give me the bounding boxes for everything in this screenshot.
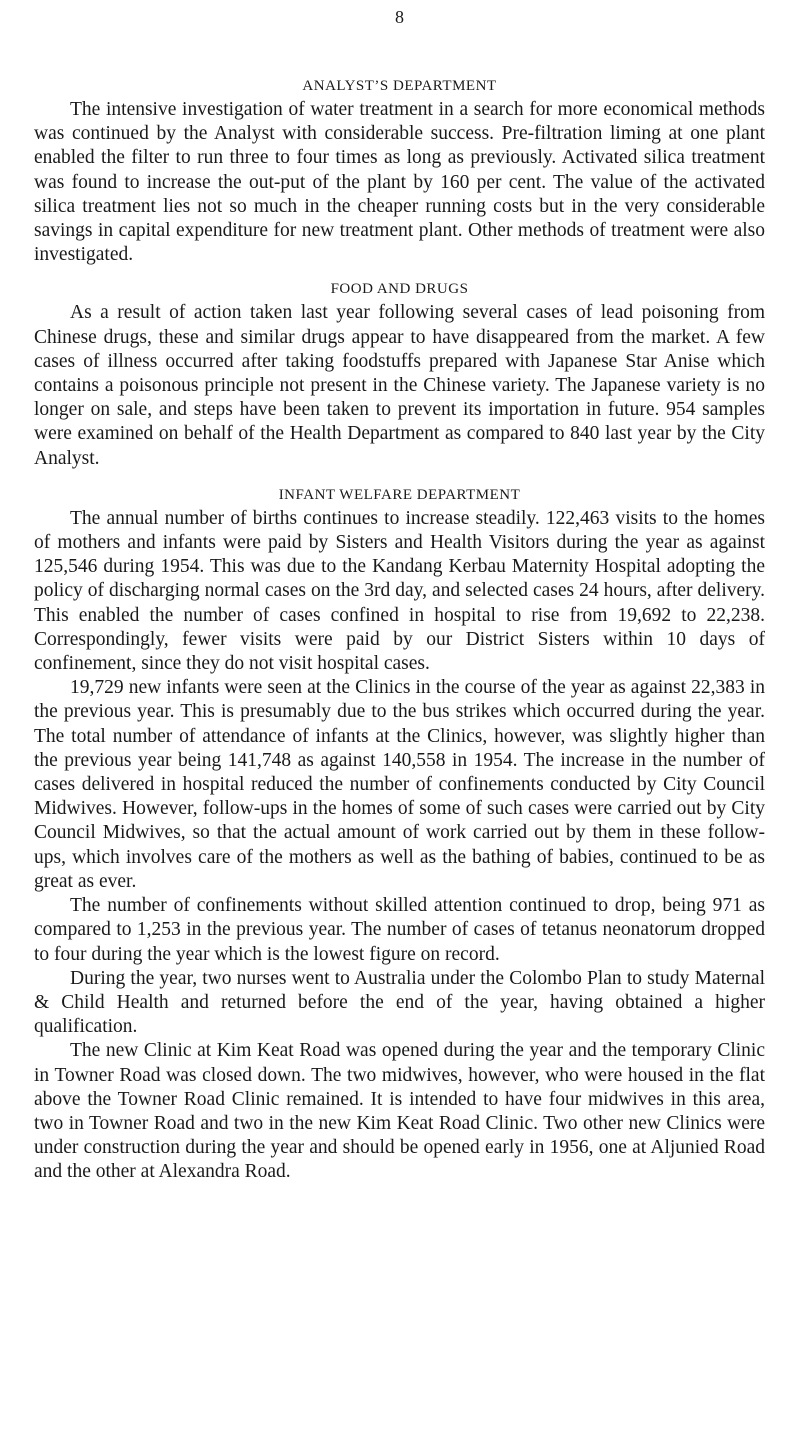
section-infant-welfare <box>34 483 765 1185</box>
paragraph-confinements: The number of confinements without skilled attention continued to drop, being 971 as compared to 1,253 in the previous year. The number of cases of tetanus neonatorum dropped to four during the year which is the lowest figure on record. <box>34 895 765 965</box>
paragraph-nurses-australia: During the year, two nurses went to Australia under the Colombo Plan to study Maternal & Child Health and returned before the end of the year, having obtained a higher qualification. <box>34 967 765 1038</box>
document-page <box>34 6 765 1185</box>
paragraph-new-infants: 19,729 new infants were seen at the Clinics in the course of the year as against 22,383 in the previous year. This is presumably due to the bus strikes which occurred during the year. The total number of attendance of infants at the Clinics, however, was slightly higher than the previous year being 141,748 as against 140,558 in 1954. The increase in the number of cases delivered in hospital reduced the number of confinements conducted by City Council Midwives. However, follow-ups in the homes of some of such cases were carried out by City Council Midwives, so that the actual amount of work carried out by them in these follow-ups, which involves care of the mothers as well as the bathing of babies, continued to be as great as ever. <box>34 677 765 892</box>
section-heading-infant-welfare: INFANT WELFARE DEPARTMENT <box>278 486 521 503</box>
section-food-and-drugs <box>34 277 765 470</box>
paragraph-new-clinics: The new Clinic at Kim Keat Road was opened during the year and the temporary Clinic in Towner Road was closed down. The two midwives, however, who were housed in the flat above the Towner Road Clinic remained. It is intended to have four midwives in this area, two in Towner Road and two in the new Kim Keat Road Clinic. Two other new Clinics were under construction during the year and should be opened early in 1956, one at Aljunied Road and the other at Alexandra Road. <box>34 1040 765 1183</box>
paragraph-water-treatment: The intensive investigation of water treatment in a search for more economical methods was continued by the Analyst with considerable success. Pre-filtration liming at one plant enabled the filter to run three to four times as long as previously. Activated silica treatment was found to increase the out-put of the plant by 160 per cent. The value of the activated silica treatment lies not so much in the cheaper running costs but in the very considerable savings in capital expenditure for new treatment plant. Other methods of treatment were also investigated. <box>34 99 765 266</box>
paragraph-lead-poisoning: As a result of action taken last year following several cases of lead poisoning from Chinese drugs, these and similar drugs appear to have disappeared from the market. A few cases of illness occurred after taking foodstuffs prepared with Japanese Star Anise which contains a poisonous principle not present in the Chinese variety. The Japanese variety is no longer on sale, and steps have been taken to prevent its importation in future. 954 samples were examined on behalf of the Health Department as compared to 840 last year by the City Analyst. <box>34 302 765 469</box>
section-heading-food-and-drugs: FOOD AND DRUGS <box>330 281 469 298</box>
section-analyst-department <box>34 74 765 267</box>
section-heading-analyst-department: ANALYST’S DEPARTMENT <box>302 78 497 94</box>
page-number: 8 <box>395 7 404 27</box>
paragraph-births-visits: The annual number of births continues to increase steadily. 122,463 visits to the homes of mothers and infants were paid by Sisters and Health Visitors during the year as against 125,546 during 1954. This was due to the Kandang Kerbau Maternity Hospital adopting the policy of discharging normal cases on the 3rd day, and selected cases 24 hours, after delivery. This enabled the number of cases confined in hospital to rise from 19,692 to 22,238. Correspondingly, fewer visits were paid by our District Sisters within 10 days of confinement, since they do not visit hospital cases. <box>34 507 765 675</box>
